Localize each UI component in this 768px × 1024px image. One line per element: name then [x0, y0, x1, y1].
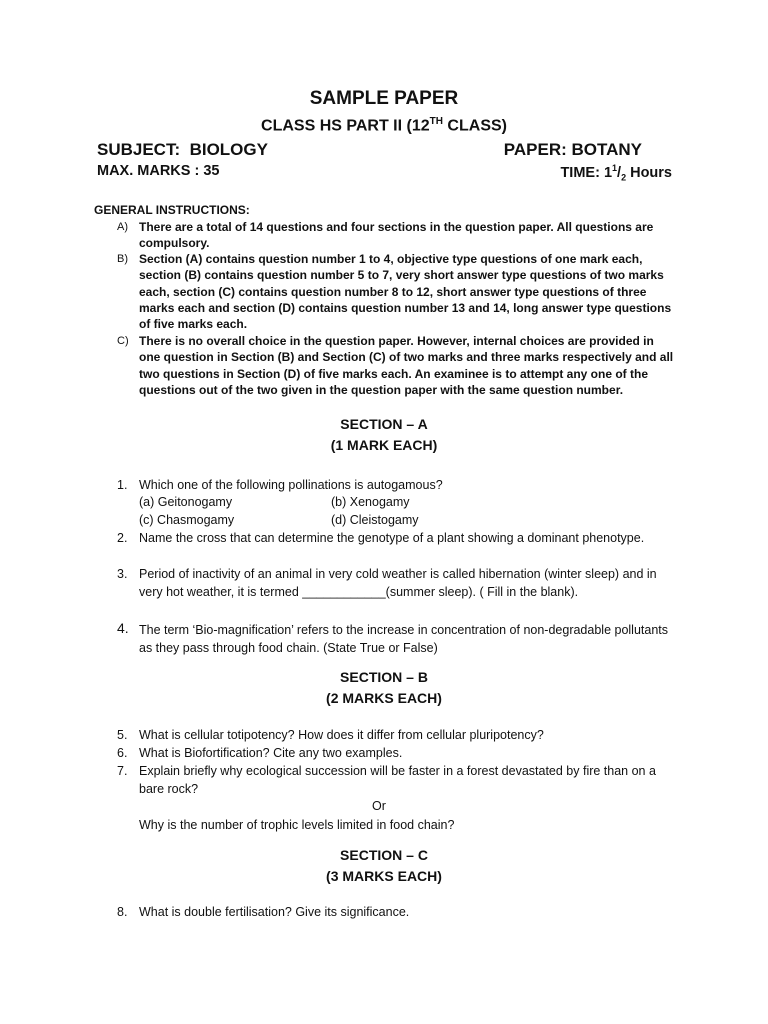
time-slash: / [617, 164, 622, 181]
time-text: TIME: 1 [560, 164, 613, 181]
option-a: (a) Geitonogamy [139, 495, 233, 509]
section-a-subtitle: (1 MARK EACH) [330, 437, 438, 453]
section-b-subtitle: (2 MARKS EACH) [326, 690, 442, 706]
option-c: (c) Chasmogamy [139, 513, 235, 527]
instruction-item [117, 333, 677, 398]
options-row [139, 494, 410, 512]
paper-label: PAPER: BOTANY [503, 140, 642, 159]
question-text: Name the cross that can determine the genotype of a plant showing a dominant phenotype. [139, 531, 645, 545]
instruction-text: There is no overall choice in the question paper. However, internal choices are provided in one question in Section (B) and Section (C) of two marks and three marks respectively and all two questions in Section (D) of five marks each. An examinee is to attempt any one of the questions out of the two given in the question paper with the same question number. [139, 334, 674, 397]
subject-row [97, 140, 672, 160]
question-text: What is double fertilisation? Give its significance. [139, 905, 410, 919]
max-marks: MAX. MARKS : 35 [97, 163, 220, 179]
question-item [117, 530, 677, 548]
or-divider: Or [372, 799, 386, 813]
class-line-text: CLASS HS PART II (12 [261, 117, 430, 135]
question-item [117, 477, 677, 495]
question-number: 1. [117, 478, 128, 492]
time-unit: Hours [626, 164, 672, 181]
instruction-item [117, 251, 677, 332]
class-line-superscript: TH [429, 116, 443, 127]
alternative-question [117, 817, 677, 835]
question-number: 4. [117, 620, 129, 636]
question-item [117, 745, 677, 763]
question-number: 5. [117, 728, 128, 742]
question-number: 8. [117, 905, 128, 919]
question-text: Why is the number of trophic levels limited in food chain? [139, 818, 455, 832]
class-line [0, 116, 768, 135]
instruction-label: C) [117, 335, 129, 347]
section-b-heading [0, 667, 768, 709]
subject-label: SUBJECT: BIOLOGY [97, 140, 268, 159]
option-d: (d) Cleistogamy [331, 513, 419, 527]
question-text: Which one of the following pollinations is autogamous? [139, 478, 443, 492]
question-number: 6. [117, 746, 128, 760]
section-c-subtitle: (3 MARKS EACH) [326, 868, 442, 884]
instruction-item [117, 219, 677, 252]
question-item [117, 622, 677, 658]
time-allowed [560, 163, 672, 183]
section-c-heading [0, 845, 768, 887]
instruction-text: There are a total of 14 questions and four sections in the question paper. All questions are compulsory. [139, 220, 654, 251]
option-b: (b) Xenogamy [331, 495, 410, 509]
question-item [117, 727, 677, 745]
question-number: 2. [117, 531, 128, 545]
section-c-title: SECTION – C [340, 847, 428, 863]
section-b-title: SECTION – B [340, 669, 428, 685]
section-a-title: SECTION – A [340, 416, 428, 432]
question-number: 3. [117, 567, 128, 581]
options-row [139, 512, 419, 530]
marks-row [97, 163, 672, 183]
instruction-text: Section (A) contains question number 1 to 4, objective type questions of one mark each, section (B) contains question number 5 to 7, very short answer type questions of two marks each, section (C) contains question number 8 to 12, short answer type questions of three marks each and section (D) contains question number 13 and 14, long answer type questions of five marks each. [139, 252, 672, 332]
instructions-heading: GENERAL INSTRUCTIONS: [94, 203, 250, 217]
question-item [117, 904, 677, 922]
question-text: Period of inactivity of an animal in very cold weather is called hibernation (winter sleep) and in very hot weather, it is termed ____________(summer sleep). ( Fill in the blank). [139, 567, 657, 599]
question-number: 7. [117, 764, 128, 778]
question-text: The term ‘Bio-magnification’ refers to the increase in concentration of non-degradable pollutants as they pass through food chain. (State True or False) [139, 623, 668, 655]
time-denominator: 2 [621, 172, 627, 183]
question-item [117, 566, 677, 602]
page-title: SAMPLE PAPER [309, 88, 459, 109]
instruction-label: B) [117, 253, 128, 265]
section-a-heading [0, 414, 768, 456]
question-text: What is Biofortification? Cite any two examples. [139, 746, 403, 760]
question-item [117, 763, 677, 799]
class-line-suffix: CLASS) [442, 117, 507, 135]
question-text: What is cellular totipotency? How does it differ from cellular pluripotency? [139, 728, 544, 742]
time-numerator: 1 [612, 163, 618, 173]
instruction-label: A) [117, 221, 128, 233]
question-text: Explain briefly why ecological succession will be faster in a forest devastated by fire than on a bare rock? [139, 764, 656, 796]
